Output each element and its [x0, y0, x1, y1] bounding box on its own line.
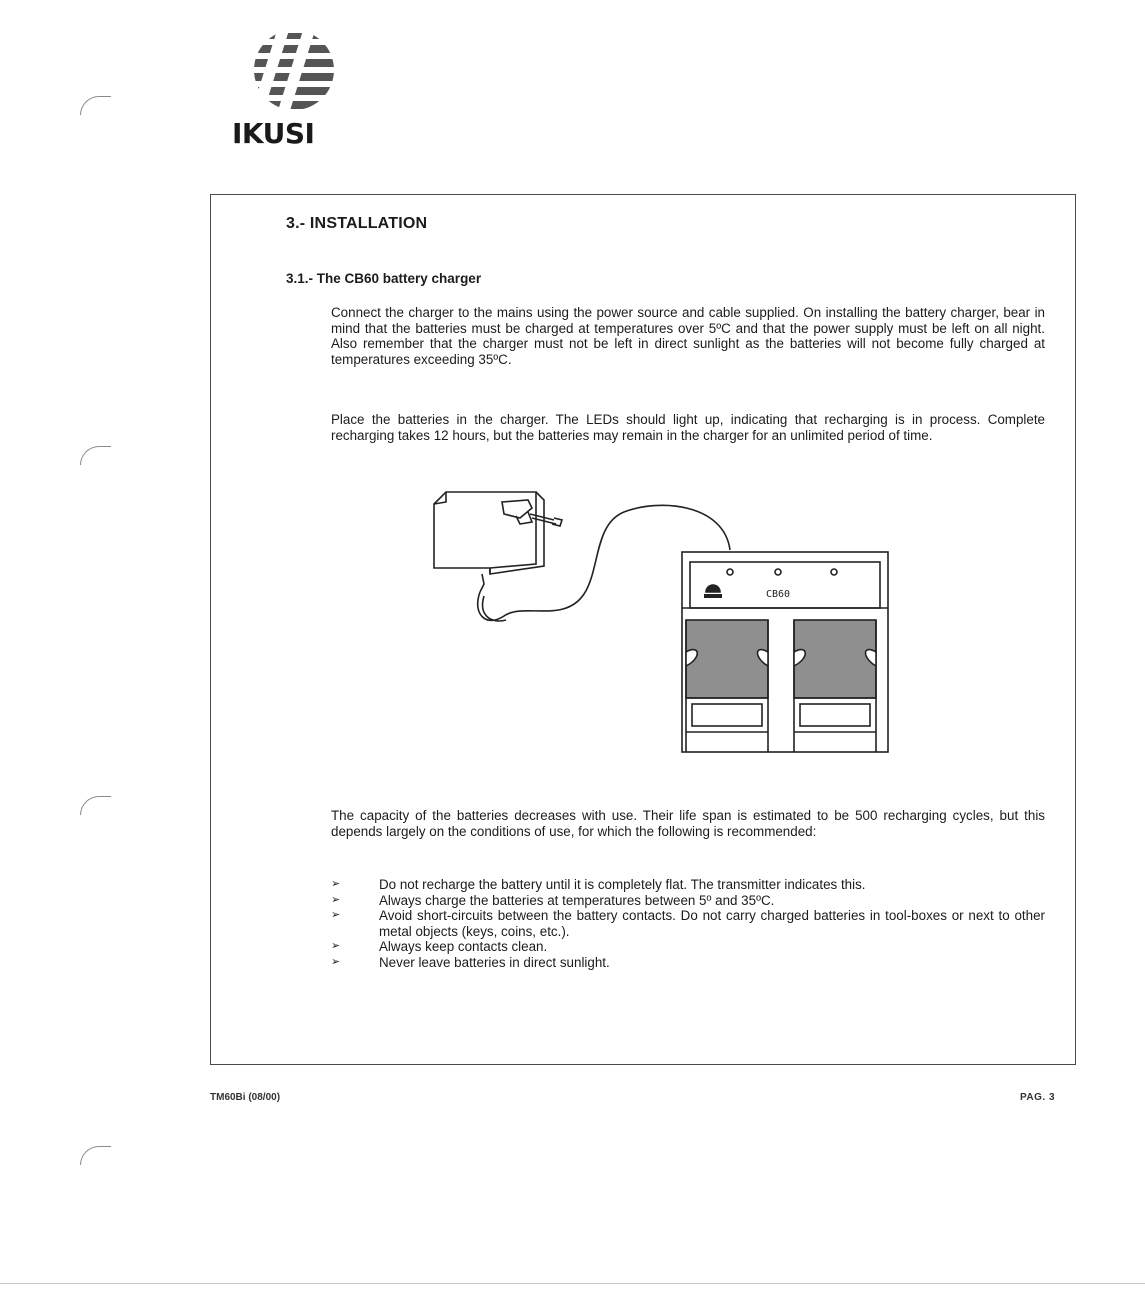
scan-edge-line — [0, 1283, 1145, 1284]
list-item-text: Always keep contacts clean. — [379, 939, 548, 954]
company-logo — [232, 25, 342, 155]
list-item — [331, 893, 1045, 909]
page-number: PAG. 3 — [1020, 1092, 1056, 1103]
logo-emblem-icon — [232, 25, 342, 117]
subsection-heading: 3.1.- The CB60 battery charger — [286, 271, 482, 286]
power-adapter-icon — [434, 492, 562, 592]
list-item-text: Always charge the batteries at temperatures between 5º and 35ºC. — [379, 892, 775, 908]
punch-hole-mark — [80, 1146, 111, 1165]
paragraph-placement: Place the batteries in the charger. The LEDs should light up, indicating that recharging is in process. Complete recharging takes 12 hours, but the batteries may remain in the charger for an unlimited period of time. — [331, 412, 1045, 443]
punch-hole-mark — [80, 96, 111, 115]
list-item — [331, 955, 1045, 971]
paragraph-connection: Connect the charger to the mains using the power source and cable supplied. On installing the battery charger, bear in mind that the batteries must be charged at temperatures over 5ºC and that the power supply must be left on all night. Also remember that the charger must not be left in direct sunlight as the batteries will not become fully charged at temperatures exceeding 35ºC. — [331, 305, 1045, 367]
arrow-bullet-icon: ➢ — [331, 955, 341, 968]
arrow-bullet-icon: ➢ — [331, 893, 341, 906]
list-item-text: Do not recharge the battery until it is completely flat. The transmitter indicates this. — [379, 877, 866, 892]
recommendation-list — [331, 877, 1045, 970]
paragraph-capacity: The capacity of the batteries decreases with use. Their life span is estimated to be 500 recharging cycles, but this depends largely on the conditions of use, for which the following is recommended: — [331, 808, 1045, 839]
charger-base-icon — [682, 552, 888, 752]
arrow-bullet-icon: ➢ — [331, 909, 341, 921]
punch-hole-mark — [80, 446, 111, 465]
section-heading: 3.- INSTALLATION — [286, 215, 428, 232]
arrow-bullet-icon: ➢ — [331, 940, 341, 952]
punch-hole-mark — [80, 796, 111, 815]
document-code: TM60Bi (08/00) — [210, 1092, 281, 1103]
logo-brand-text: IKUSI — [232, 117, 315, 150]
list-item — [331, 939, 1045, 955]
charger-illustration — [424, 484, 894, 759]
list-item — [331, 908, 1045, 939]
list-item-text: Avoid short-circuits between the battery contacts. Do not carry charged batteries in tool-boxes or next to other metal objects (keys, coins, etc.). — [379, 908, 1045, 939]
arrow-bullet-icon: ➢ — [331, 878, 341, 890]
charger-model-label: CB60 — [766, 589, 791, 600]
list-item-text: Never leave batteries in direct sunlight. — [379, 954, 610, 970]
list-item — [331, 877, 1045, 893]
